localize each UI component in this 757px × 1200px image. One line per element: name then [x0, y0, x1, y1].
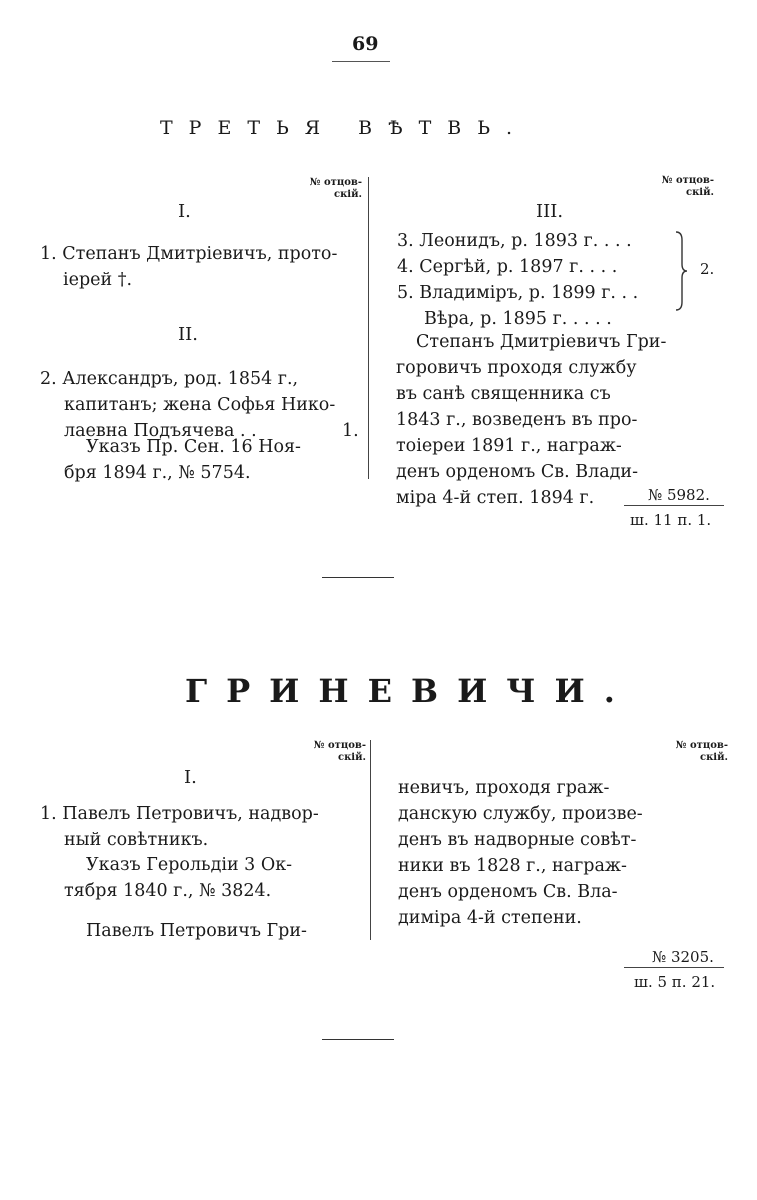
section1-children-list	[397, 228, 638, 332]
section1-heading: ТРЕТЬЯ ВѢТВЬ.	[160, 117, 529, 139]
section2-ref-number: № 3205.	[652, 948, 714, 966]
section2-left-otc-label: № отцов- скій.	[313, 740, 366, 763]
section-separator	[322, 577, 394, 578]
child-item: 3. Леонидъ, р. 1893 г. . . .	[397, 231, 632, 251]
section1-ref-number: № 5982.	[648, 486, 710, 504]
section2-heading: ГРИНЕВИЧИ.	[185, 672, 634, 710]
section1-ref-sheet: ш. 11 п. 1.	[630, 511, 712, 529]
section1-column-divider	[368, 177, 369, 479]
section1-ref-rule	[624, 505, 724, 506]
bottom-separator	[322, 1039, 394, 1040]
child-item: Вѣра, р. 1895 г. . . . .	[424, 309, 612, 329]
section1-roman-1: I.	[178, 201, 191, 222]
section1-entry-2: 2. Александръ, род. 1854 г., капитанъ; жена Софья Нико- лаевна Подъячева . .	[40, 369, 336, 441]
children-brace-icon	[674, 230, 688, 312]
section1-entry-1: 1. Степанъ Дмитріевичъ, прото- іерей †.	[40, 244, 338, 290]
child-item: 4. Сергѣй, р. 1897 г. . . .	[397, 257, 618, 277]
section2-right-paragraph: невичъ, проходя граж- данскую службу, произве- денъ въ надворные совѣт- ники въ 1828 г., награж- денъ орденомъ Св. Вла- диміра 4-й степени.	[398, 778, 643, 928]
section2-paragraph-start: Павелъ Петровичъ Гри-	[86, 921, 307, 941]
section2-ukaz: Указъ Герольдіи 3 Ок- тября 1840 г., № 3824.	[64, 855, 293, 901]
section1-right-otc-label: № отцов- скій.	[661, 175, 714, 198]
section2-entry-1: 1. Павелъ Петровичъ, надвор- ный совѣтникъ.	[40, 804, 319, 850]
section1-entry-2-otc-number: 1.	[342, 421, 359, 441]
child-item: 5. Владиміръ, р. 1899 г. . .	[397, 283, 639, 303]
section2-roman-1: I.	[184, 767, 197, 788]
children-otc-number: 2.	[700, 260, 715, 278]
section1-roman-3: III.	[536, 201, 564, 222]
section1-right-paragraph: Степанъ Дмитріевичъ Гри- горовичъ проходя службу въ санѣ священника съ 1843 г., возведенъ въ про- тоіереи 1891 г., награж- денъ орденомъ Св. Влади- міра 4-й степ. 1894 г.	[396, 332, 667, 508]
section1-left-otc-label: № отцов- скій.	[309, 177, 362, 200]
page-number-underline	[332, 61, 390, 62]
page-number: 69	[352, 33, 379, 55]
section1-roman-2: II.	[178, 324, 198, 345]
section2-column-divider	[370, 740, 371, 940]
section1-ukaz: Указъ Пр. Сен. 16 Ноя- бря 1894 г., № 5754.	[64, 437, 301, 483]
section2-ref-sheet: ш. 5 п. 21.	[634, 973, 716, 991]
section2-right-otc-label: № отцов- скій.	[675, 740, 728, 763]
section2-ref-rule	[624, 967, 724, 968]
